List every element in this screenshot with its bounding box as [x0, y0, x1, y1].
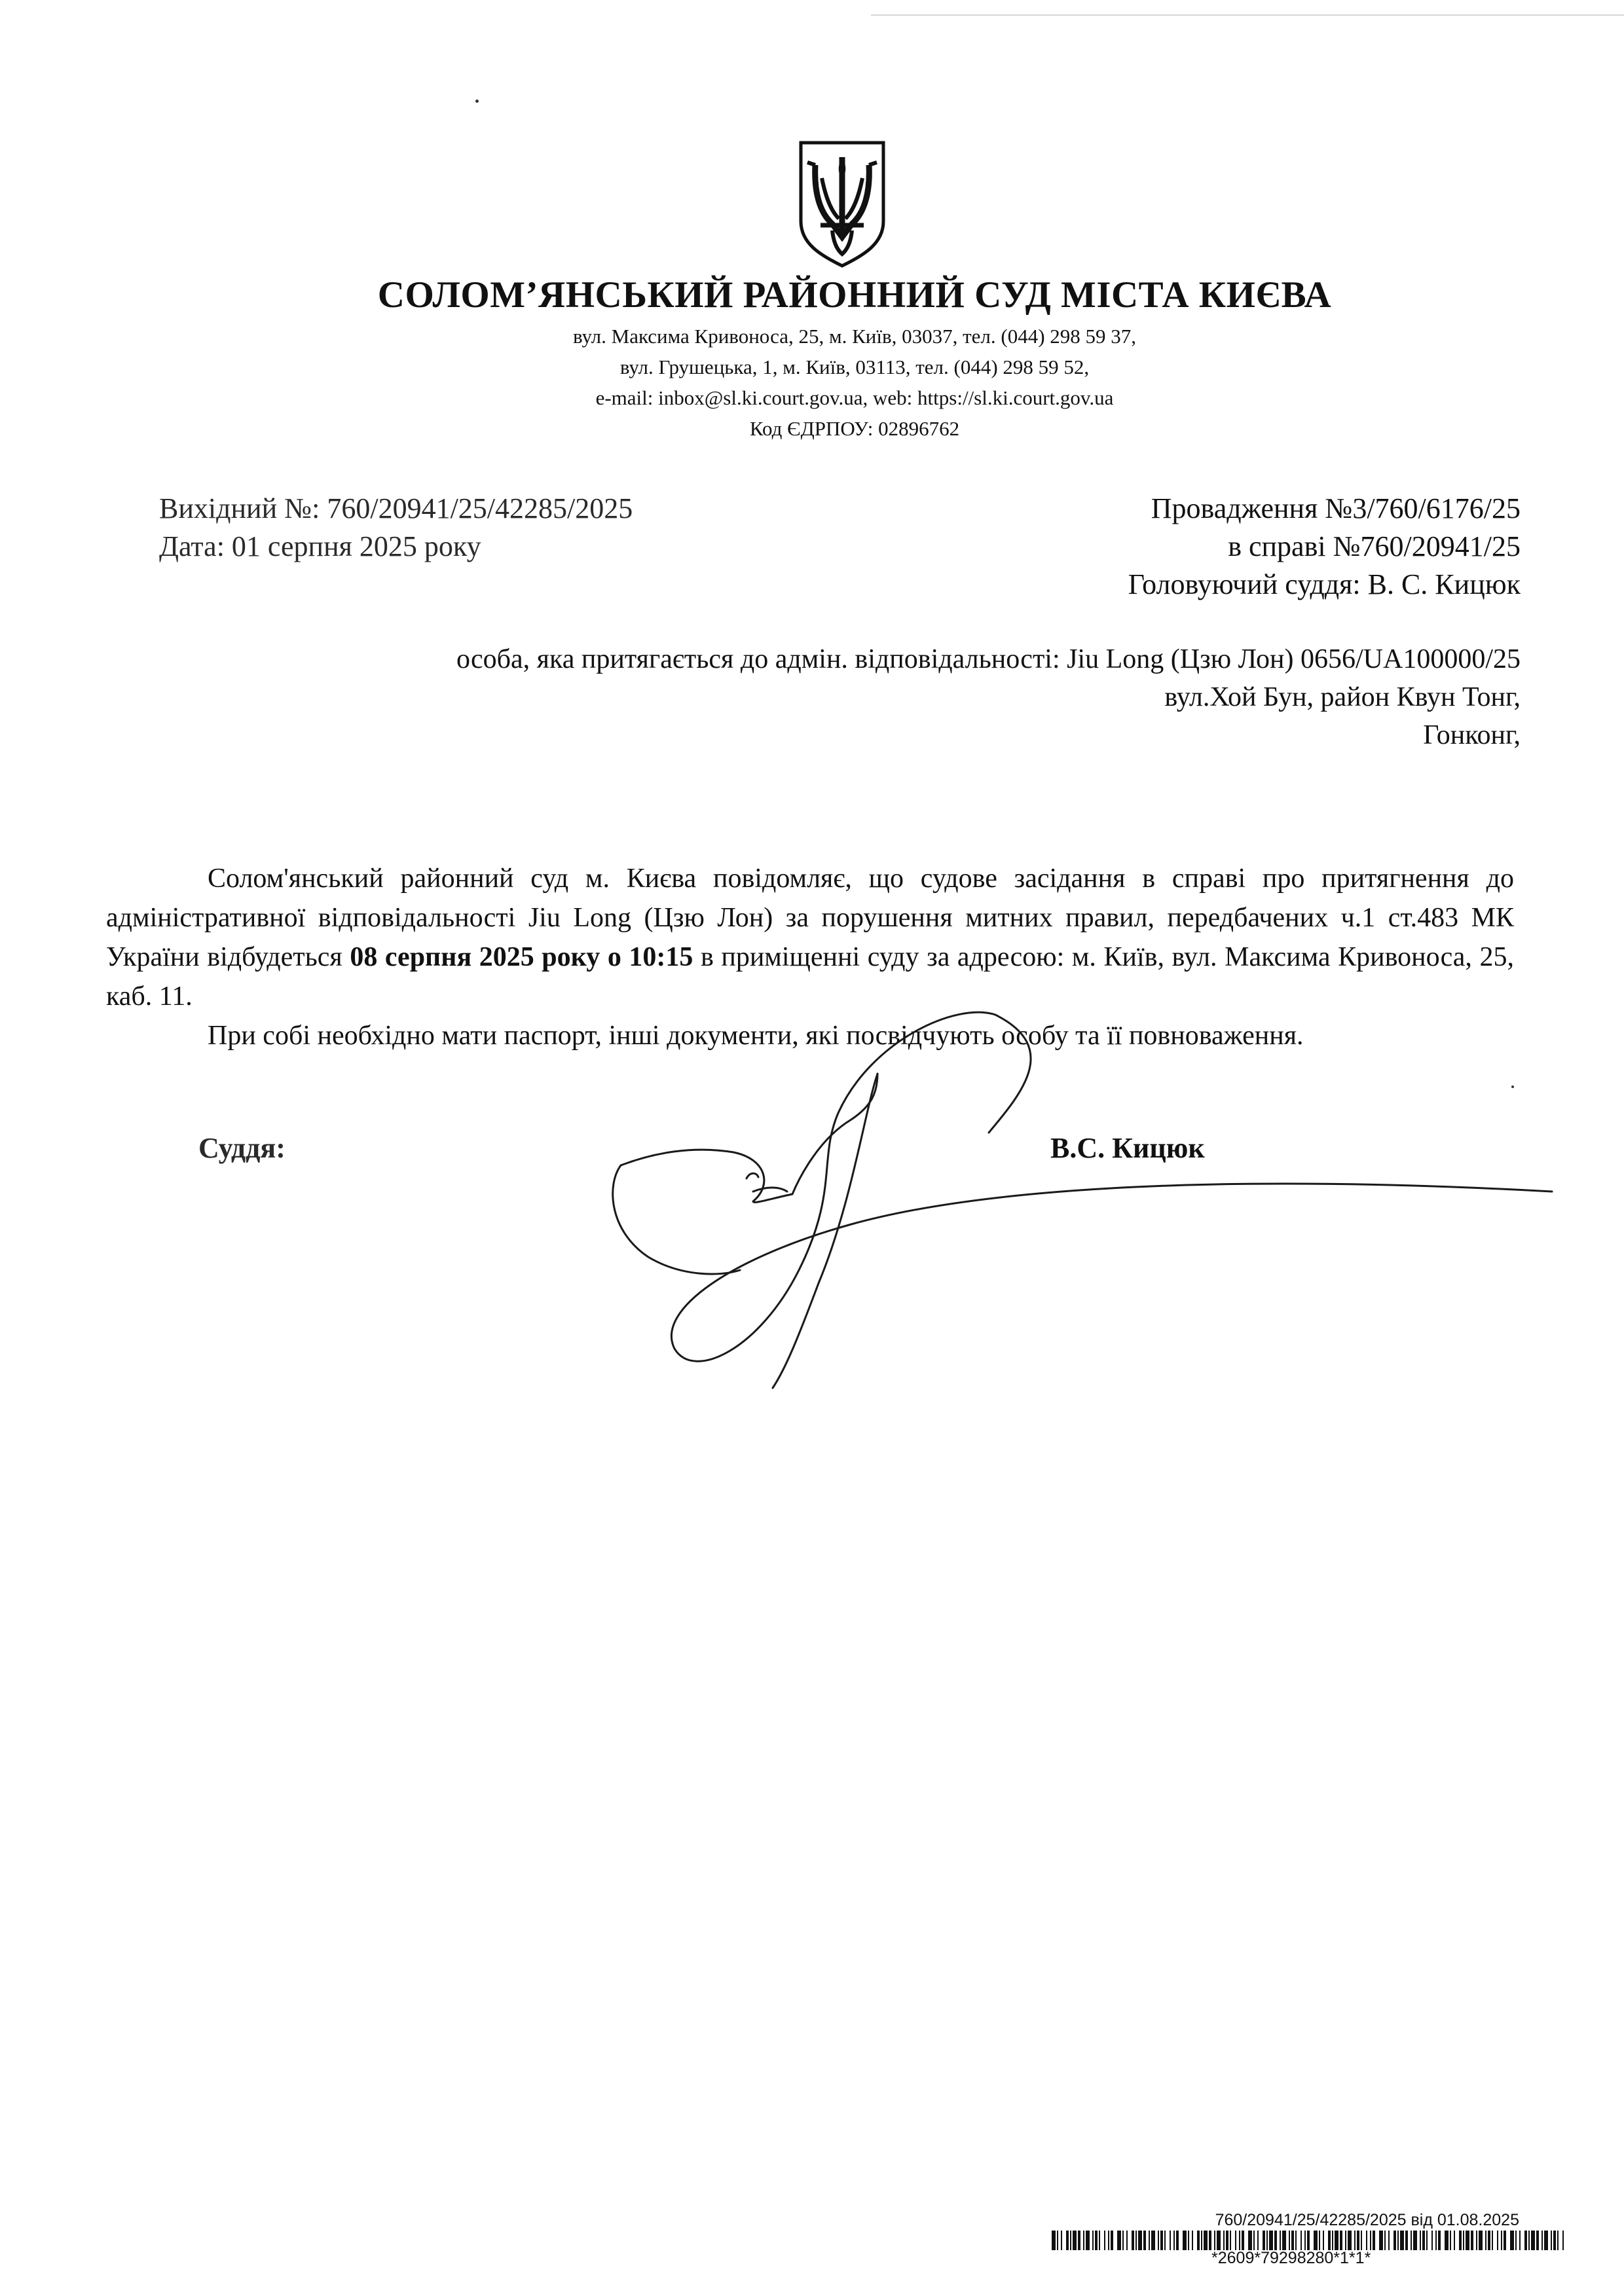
- outgoing-number: Вихідний №: 760/20941/25/42285/2025: [159, 492, 633, 524]
- proceeding-number: Провадження №3/760/6176/25: [1151, 492, 1521, 524]
- recipient-city: Гонконг,: [1423, 720, 1521, 750]
- recipient-street: вул.Хой Бун, район Квун Тонг,: [1164, 682, 1521, 712]
- hearing-datetime: 08 серпня 2025 року о 10:15: [350, 942, 693, 972]
- outgoing-date: Дата: 01 серпня 2025 року: [159, 530, 481, 562]
- contact-line: e-mail: inbox@sl.ki.court.gov.ua, web: https://sl.ki.court.gov.ua: [595, 386, 1114, 409]
- court-address-block: [0, 321, 1624, 444]
- judge-name: В.С. Кицюк: [1050, 1132, 1205, 1164]
- address-line: вул. Грушецька, 1, м. Київ, 03113, тел. (044) 298 59 52,: [619, 355, 1090, 378]
- coat-of-arms-icon: [796, 139, 889, 270]
- proceeding-info: [1128, 490, 1521, 604]
- edrpou-code-line: Код ЄДРПОУ: 02896762: [749, 417, 960, 440]
- scan-edge-line: [871, 14, 1624, 16]
- scan-speck: [475, 100, 479, 103]
- recipient-person: особа, яка притягається до адмін. відповідальності: Jiu Long (Цзю Лон) 0656/UA100000/25: [456, 644, 1521, 674]
- notice-text: в приміщенні суду за адресою: м. Київ, вул. Максима Кривоноса, 25, каб. 11.: [106, 942, 1514, 1011]
- notice-text: Солом'янський районний суд м. Києва повідомляє, що судове засідання в справі про притягнення до адміністративної відповідальності Jiu Long (Цзю Лон) за порушення митних правил, передбачених ч.1 ст.483 МК України відбудеться: [106, 864, 1514, 972]
- presiding-judge: Головуючий суддя: В. С. Кицюк: [1128, 568, 1521, 600]
- outgoing-info: [159, 490, 633, 566]
- barcode-code: *2609*79298280*1*1*: [1211, 2249, 1371, 2267]
- signature-label: Суддя:: [198, 1132, 286, 1164]
- barcode-caption: 760/20941/25/42285/2025 від 01.08.2025: [1215, 2211, 1519, 2229]
- barcode-icon: [1052, 2231, 1565, 2250]
- court-name-heading: СОЛОМ’ЯНСЬКИЙ РАЙОННИЙ СУД МІСТА КИЄВА: [377, 274, 1332, 316]
- documents-paragraph: При собі необхідно мати паспорт, інші документи, які посвідчують особу та її повноваження.: [208, 1021, 1304, 1051]
- case-number: в справі №760/20941/25: [1228, 530, 1521, 562]
- handwritten-signature: [602, 943, 1585, 1493]
- address-line: вул. Максима Кривоноса, 25, м. Київ, 03037, тел. (044) 298 59 37,: [572, 325, 1137, 348]
- recipient-block: [456, 640, 1521, 754]
